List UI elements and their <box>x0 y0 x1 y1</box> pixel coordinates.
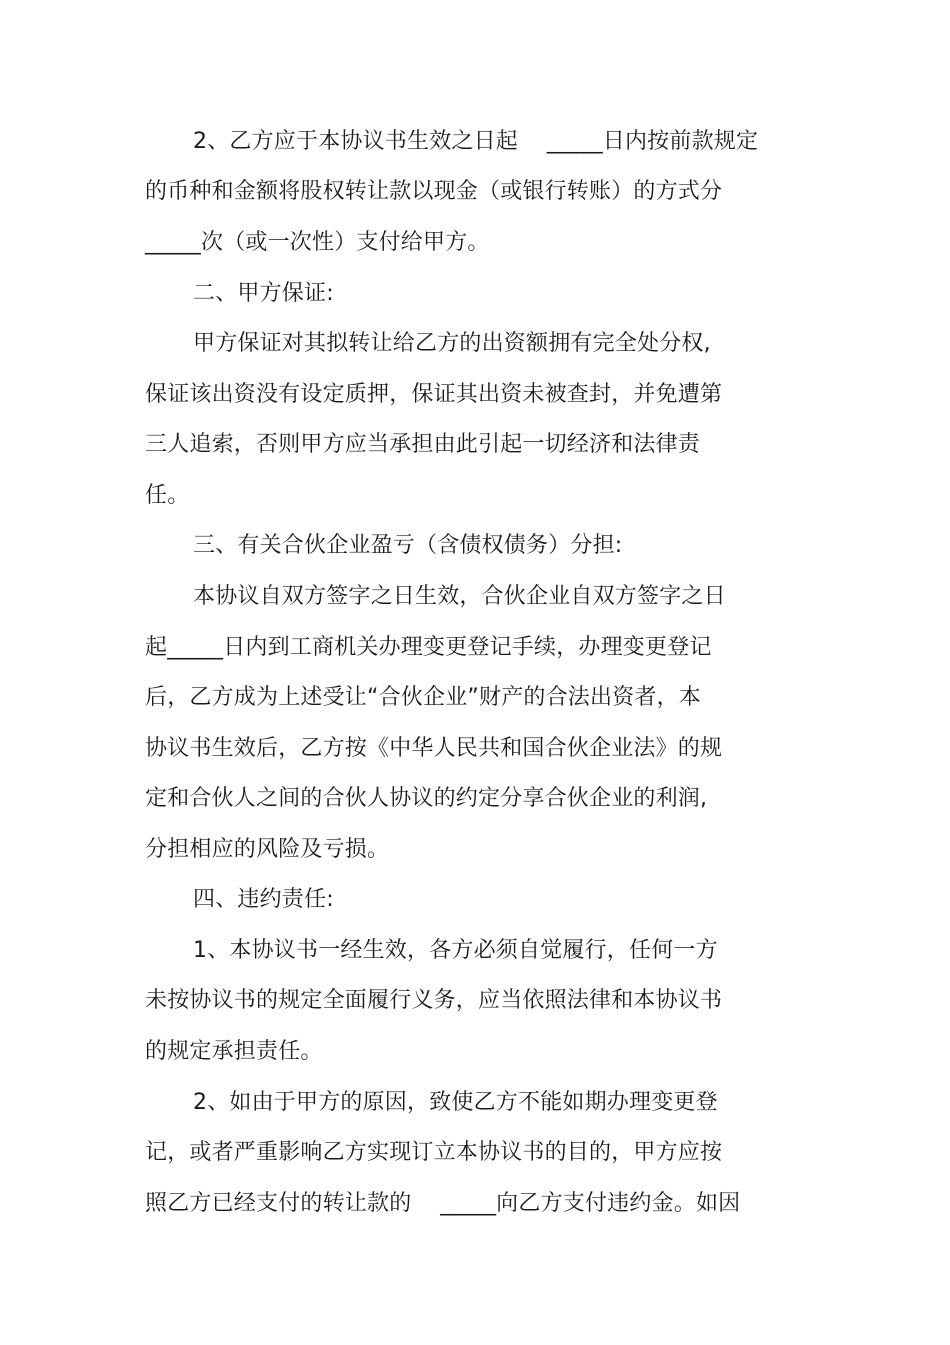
guarantee-paragraph-line-1: 甲方保证对其拟转让给乙方的出资额拥有完全处分权, <box>193 331 711 356</box>
clause-2-payment-line-2: 的币种和金额将股权转让款以现金（或银行转账）的方式分 <box>145 179 723 204</box>
section-heading-profit-loss: 三、有关合伙企业盈亏（含债权债务）分担: <box>193 533 623 558</box>
breach-clause-1-line-1: 1、本协议书一经生效，各方必须自觉履行，任何一方 <box>193 938 718 963</box>
profit-loss-paragraph-line-1: 本协议自双方签字之日生效，合伙企业自双方签字之日 <box>193 584 726 609</box>
breach-clause-2-line-1: 2、如由于甲方的原因，致使乙方不能如期办理变更登 <box>193 1090 718 1115</box>
breach-clause-1-line-2: 未按协议书的规定全面履行义务，应当依照法律和本协议书 <box>145 988 723 1013</box>
guarantee-paragraph-line-3: 三人追索，否则甲方应当承担由此引起一切经济和法律责 <box>145 432 701 457</box>
profit-loss-paragraph-line-3: 后，乙方成为上述受让“合伙企业”财产的合法出资者，本 <box>145 685 701 710</box>
profit-loss-paragraph-line-6: 分担相应的风险及亏损。 <box>145 837 390 862</box>
guarantee-paragraph-line-4: 任。 <box>145 483 190 508</box>
profit-loss-paragraph-line-2: 起_____日内到工商机关办理变更登记手续，办理变更登记 <box>145 635 712 660</box>
breach-clause-1-line-3: 的规定承担责任。 <box>145 1039 323 1064</box>
breach-clause-2-line-3: 照乙方已经支付的转让款的 _____向乙方支付违约金。如因 <box>145 1191 741 1216</box>
profit-loss-paragraph-line-4: 协议书生效后，乙方按《中华人民共和国合伙企业法》的规 <box>145 736 723 761</box>
profit-loss-paragraph-line-5: 定和合伙人之间的合伙人协议的约定分享合伙企业的利润, <box>145 786 708 811</box>
clause-2-payment-line-3: _____次（或一次性）支付给甲方。 <box>145 230 490 255</box>
clause-2-payment-line-1: 2、乙方应于本协议书生效之日起 _____日内按前款规定 <box>193 129 759 154</box>
guarantee-paragraph-line-2: 保证该出资没有设定质押，保证其出资未被查封，并免遭第 <box>145 382 723 407</box>
breach-clause-2-line-2: 记，或者严重影响乙方实现订立本协议书的目的，甲方应按 <box>145 1140 723 1165</box>
section-heading-breach-liability: 四、违约责任: <box>193 887 334 912</box>
section-heading-party-a-guarantee: 二、甲方保证: <box>193 281 334 306</box>
